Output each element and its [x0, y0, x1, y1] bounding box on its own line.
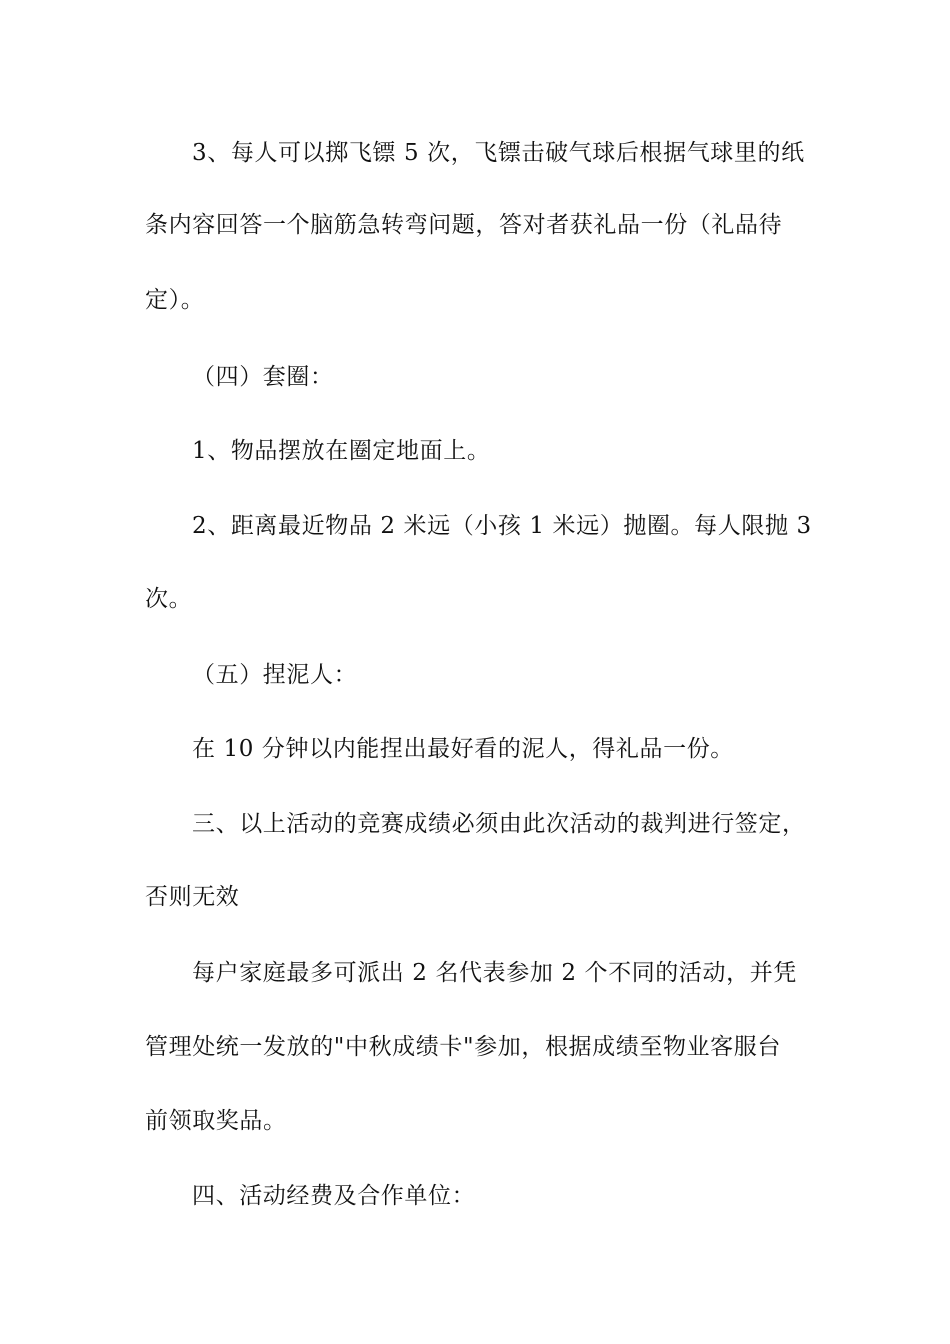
- text-line: 1、物品摆放在圈定地面上。: [192, 438, 491, 464]
- section-heading: 四、活动经费及合作单位：: [192, 1183, 476, 1209]
- section-heading: （四）套圈：: [192, 364, 334, 390]
- text-line: 条内容回答一个脑筋急转弯问题，答对者获礼品一份（礼品待: [145, 212, 783, 238]
- text-line: 三、以上活动的竞赛成绩必须由此次活动的裁判进行签定，: [192, 811, 806, 837]
- text-line: 管理处统一发放的"中秋成绩卡"参加，根据成绩至物业客服台: [145, 1034, 781, 1060]
- text-line: 每户家庭最多可派出 2 名代表参加 2 个不同的活动，并凭: [192, 960, 797, 986]
- text-line: 3、每人可以掷飞镖 5 次，飞镖击破气球后根据气球里的纸: [192, 140, 805, 166]
- text-line: 定）。: [145, 287, 205, 313]
- text-line: 否则无效: [145, 884, 240, 910]
- text-line: 次。: [145, 586, 193, 612]
- section-heading: （五）捏泥人：: [192, 662, 358, 688]
- text-line: 在 10 分钟以内能捏出最好看的泥人，得礼品一份。: [192, 736, 734, 762]
- text-line: 前领取奖品。: [145, 1108, 287, 1134]
- text-line: 2、距离最近物品 2 米远（小孩 1 米远）抛圈。每人限抛 3: [192, 513, 812, 539]
